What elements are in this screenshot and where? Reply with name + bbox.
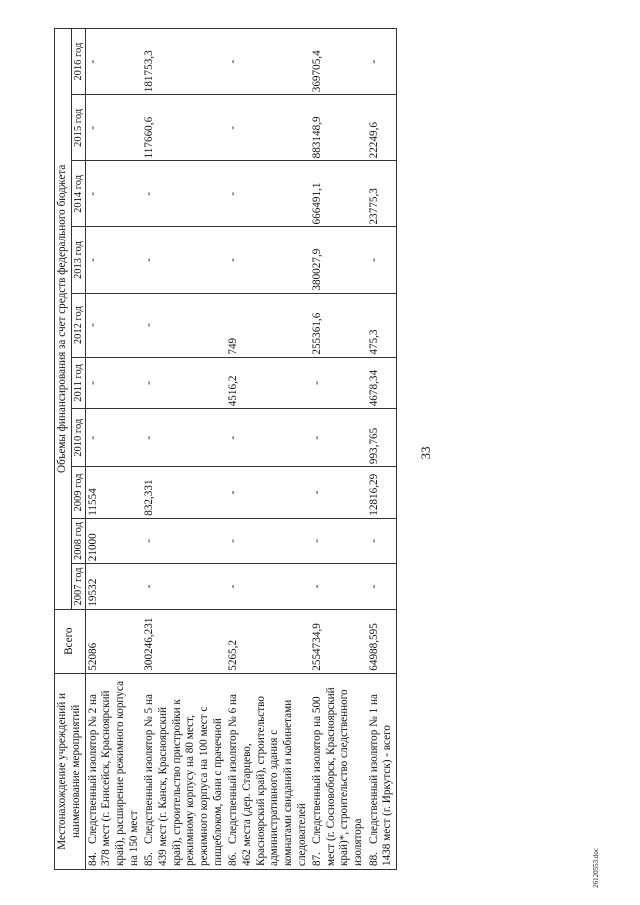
row-name: Следственный изолятор № 2 на 378 мест (г. Енисейск, Красноярский край), расширение режимного корпуса на 150 мест xyxy=(86,680,140,866)
row-number: 85. xyxy=(143,852,156,866)
header-year: 2014 год xyxy=(71,161,85,227)
row-year-value: 4516,2 xyxy=(226,357,310,409)
row-year-value: - xyxy=(310,357,367,409)
row-year-value: - xyxy=(85,357,142,409)
row-year-value: - xyxy=(85,29,142,95)
row-name: Следственный изолятор № 5 на 439 мест (г. Канск, Красноярский край), строительство пристройки к режимному корпусу на 80 мест, режимного корпуса на 100 мест с пищеблоком, бани с прачечной xyxy=(143,694,224,866)
row-year-value: - xyxy=(226,518,310,563)
row-year-value: - xyxy=(310,564,367,609)
row-name: Следственный изолятор № 1 на 1438 мест (г. Иркутск) - всего xyxy=(367,694,394,866)
row-year-value: 255361,6 xyxy=(310,293,367,357)
row-number: 86. xyxy=(227,852,240,866)
row-year-value: - xyxy=(142,227,226,293)
header-financing: Объемы финансирования за счет средств федерального бюджета xyxy=(55,29,72,610)
row-year-value: 369705,4 xyxy=(310,29,367,95)
row-year-value: - xyxy=(367,564,397,609)
table-row xyxy=(142,29,226,870)
row-year-value: 666491,1 xyxy=(310,161,367,227)
row-year-value: 475,3 xyxy=(367,293,397,357)
row-year-value: - xyxy=(85,95,142,161)
row-year-value: - xyxy=(367,518,397,563)
row-year-value: - xyxy=(85,161,142,227)
row-year-value: 181753,3 xyxy=(142,29,226,95)
row-year-value: - xyxy=(142,293,226,357)
footer-doc-code: 26120553.doc xyxy=(592,848,600,888)
row-year-value: - xyxy=(310,518,367,563)
financing-table xyxy=(54,28,397,870)
table-row xyxy=(367,29,397,870)
header-year: 2016 год xyxy=(71,29,85,95)
header-year: 2009 год xyxy=(71,467,85,519)
row-year-value: - xyxy=(226,29,310,95)
row-year-value: 993,765 xyxy=(367,409,397,467)
row-year-value: 21000 xyxy=(85,518,142,563)
row-year-value: - xyxy=(142,161,226,227)
header-year: 2010 год xyxy=(71,409,85,467)
row-year-value: 380027,9 xyxy=(310,227,367,293)
row-year-value: - xyxy=(142,409,226,467)
row-year-value: 832,331 xyxy=(142,467,226,519)
row-year-value: - xyxy=(85,293,142,357)
row-total: 2554734,9 xyxy=(310,609,367,673)
row-year-value: 19532 xyxy=(85,564,142,609)
row-total: 52086 xyxy=(85,609,142,673)
row-total: 5265,2 xyxy=(226,609,310,673)
row-year-value: 22249,6 xyxy=(367,95,397,161)
row-name-cell xyxy=(310,673,367,869)
rotated-table-container xyxy=(54,28,582,870)
row-year-value: - xyxy=(367,29,397,95)
row-total: 64988,595 xyxy=(367,609,397,673)
header-year: 2011 год xyxy=(71,357,85,409)
row-name-cell xyxy=(367,673,397,869)
row-year-value: 749 xyxy=(226,293,310,357)
row-year-value: - xyxy=(142,518,226,563)
row-name-cell xyxy=(226,673,310,869)
row-year-value: - xyxy=(226,564,310,609)
table-row xyxy=(226,29,310,870)
row-total: 300246,231 xyxy=(142,609,226,673)
row-name-cell xyxy=(142,673,226,869)
row-year-value: 883148,9 xyxy=(310,95,367,161)
header-year: 2015 год xyxy=(71,95,85,161)
row-year-value: 117660,6 xyxy=(142,95,226,161)
header-total: Всего xyxy=(55,609,86,673)
row-year-value: - xyxy=(226,161,310,227)
header-location: Местонахождение учреждений и наименование мероприятий xyxy=(55,673,86,869)
row-year-value: - xyxy=(226,467,310,519)
row-year-value: - xyxy=(142,564,226,609)
table-body xyxy=(85,29,396,870)
row-year-value: 4678,34 xyxy=(367,357,397,409)
page-number: 33 xyxy=(418,446,433,460)
row-year-value: 12816,29 xyxy=(367,467,397,519)
row-year-value: 11554 xyxy=(85,467,142,519)
row-number: 88. xyxy=(367,852,380,866)
row-number: 84. xyxy=(86,852,99,866)
row-number: 87. xyxy=(311,852,324,866)
row-year-value: - xyxy=(85,227,142,293)
row-year-value: - xyxy=(226,227,310,293)
row-year-value: - xyxy=(226,409,310,467)
row-year-value: - xyxy=(142,357,226,409)
row-name: Следственный изолятор на 500 мест (г. Сосновоборск, Красноярский край)*, строительство следственного изолятора xyxy=(311,687,365,866)
row-year-value: - xyxy=(226,95,310,161)
row-name: Следственный изолятор № 6 на 462 места (дер. Старцево, Красноярский край), строительство административного здания с комнатами свиданий и кабинетами следователей xyxy=(227,694,308,866)
row-year-value: - xyxy=(367,227,397,293)
row-year-value: - xyxy=(310,409,367,467)
table-row xyxy=(85,29,142,870)
row-year-value: - xyxy=(310,467,367,519)
header-year: 2008 год xyxy=(71,518,85,563)
row-year-value: 23775,3 xyxy=(367,161,397,227)
row-year-value: - xyxy=(85,409,142,467)
header-year: 2013 год xyxy=(71,227,85,293)
header-year: 2007 год xyxy=(71,564,85,609)
table-row xyxy=(310,29,367,870)
header-row-main xyxy=(55,29,72,870)
header-year: 2012 год xyxy=(71,293,85,357)
row-name-cell xyxy=(85,673,142,869)
